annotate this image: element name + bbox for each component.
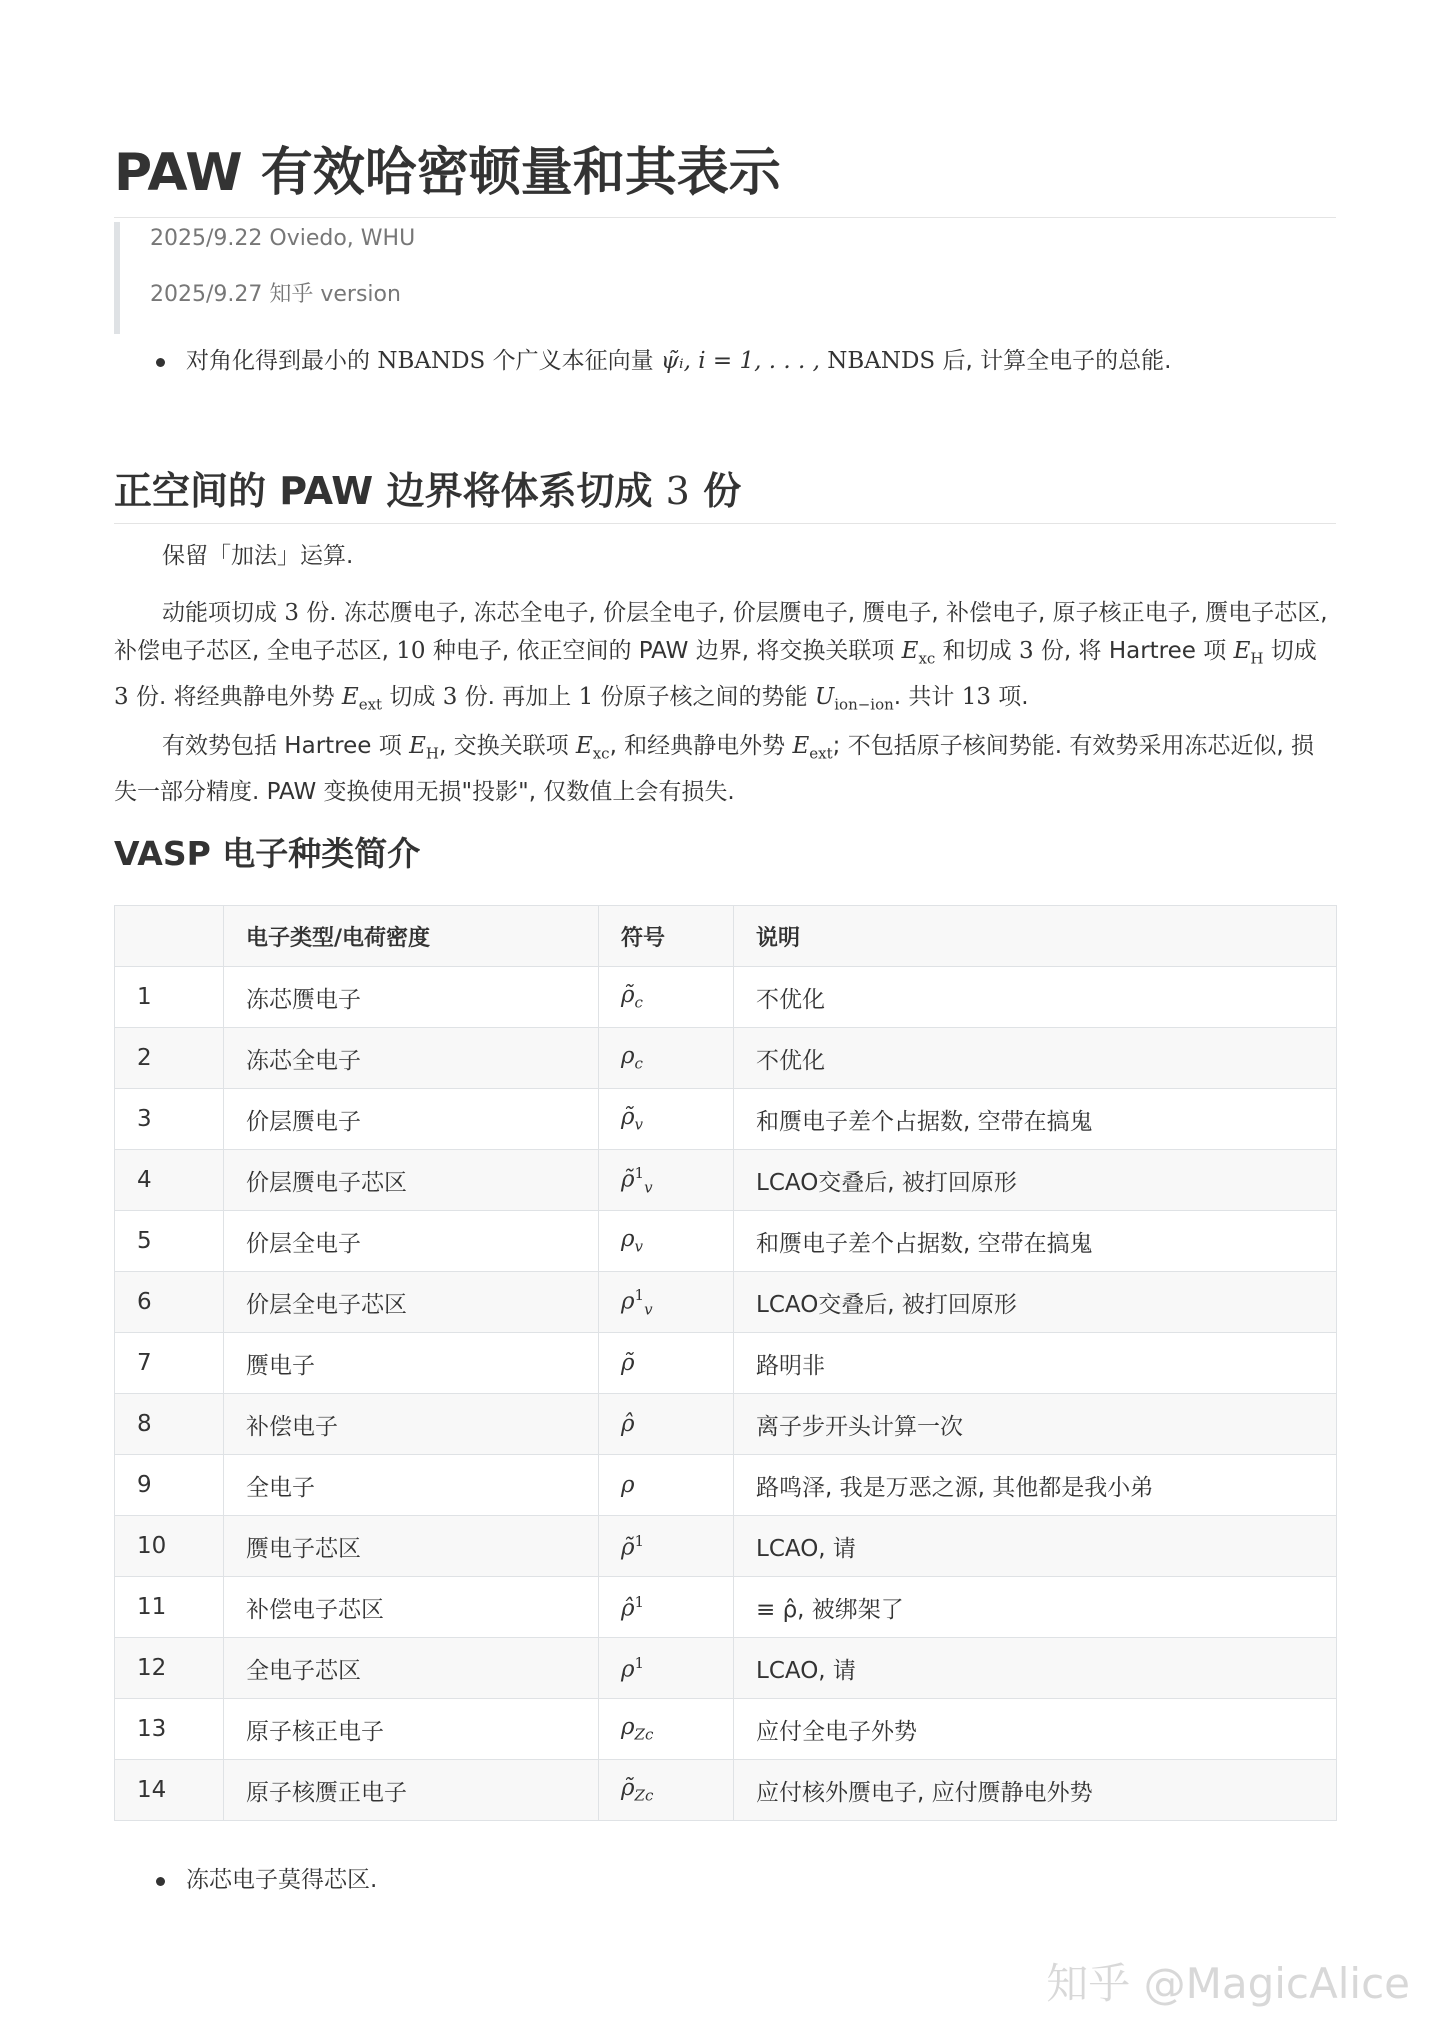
row-index: 11 (115, 1577, 224, 1638)
row-index: 2 (115, 1028, 224, 1089)
row-description: 不优化 (734, 1028, 1337, 1089)
paragraph-3: 有效势包括 Hartree 项 $E_H$, 交换关联项 $E_{xc}$, 和经典静电外势 $E_{ext}$; 不包括原子核间势能. 有效势采用冻芯近似, 损失一部分精度. PAW 变换使用无损"投影", 仅数值上会有损失. (114, 733, 1314, 805)
symbol-sup: 1 (634, 1163, 645, 1182)
row-type: 补偿电子芯区 (224, 1577, 599, 1638)
intro-list (114, 344, 1336, 378)
paragraph-2: 动能项切成 3 份. 冻芯赝电子, 冻芯全电子, 价层全电子, 价层赝电子, 赝电子, 补偿电子, 原子核正电子, 赝电子芯区, 补偿电子芯区, 全电子芯区, 10 种电子, 依正空间的 PAW 边界, 将交换关联项 $E_{xc}$ 和切成 3 份, 将 Hartree 项 $E_H$ 切成 3 份. 将经典静电外势 $E_{ext}$ 切成 3 份. 再加上 1 份原子核之间的势能 $U_{ion-ion}$. 共计 13 项. (114, 600, 1328, 714)
symbol-sub: v (634, 1237, 644, 1256)
table-row (115, 1089, 1337, 1150)
electron-types-table (114, 905, 1337, 1821)
intro-nbands-2: NBANDS (827, 348, 936, 374)
row-symbol (599, 1455, 734, 1516)
row-symbol (599, 1577, 734, 1638)
table-row (115, 1028, 1337, 1089)
symbol-base: ρ̃ (621, 1166, 635, 1193)
row-description: 路鸣泽, 我是万恶之源, 其他都是我小弟 (734, 1455, 1337, 1516)
symbol-base: ρ̃ (621, 982, 635, 1009)
row-description: 离子步开头计算一次 (734, 1394, 1337, 1455)
table-row (115, 1150, 1337, 1211)
row-type: 全电子芯区 (224, 1638, 599, 1699)
symbol-sup: 1 (634, 1592, 645, 1611)
intro-text-mid: 个广义本征向量 (485, 348, 661, 374)
table-row (115, 1333, 1337, 1394)
row-index: 7 (115, 1333, 224, 1394)
table-body (115, 967, 1337, 1821)
row-description: 应付全电子外势 (734, 1699, 1337, 1760)
row-type: 赝电子芯区 (224, 1516, 599, 1577)
symbol-base: ρ̃ (621, 1775, 635, 1802)
row-description: 和赝电子差个占据数, 空带在搞鬼 (734, 1211, 1337, 1272)
row-symbol (599, 967, 734, 1028)
row-type: 价层全电子芯区 (224, 1272, 599, 1333)
row-type: 原子核赝正电子 (224, 1760, 599, 1821)
row-type: 补偿电子 (224, 1394, 599, 1455)
section-heading (114, 460, 1336, 524)
row-symbol (599, 1333, 734, 1394)
table-row (115, 967, 1337, 1028)
row-description: ≡ ρ̂, 被绑架了 (734, 1577, 1337, 1638)
row-type: 冻芯赝电子 (224, 967, 599, 1028)
watermark: 知乎 @MagicAlice (1046, 1959, 1410, 2008)
row-type: 价层赝电子芯区 (224, 1150, 599, 1211)
row-index: 1 (115, 967, 224, 1028)
table-row (115, 1455, 1337, 1516)
symbol-base: ρ̂ (621, 1595, 635, 1622)
row-type: 赝电子 (224, 1333, 599, 1394)
meta-date-line: 2025/9.22 Oviedo, WHU (150, 226, 416, 251)
row-type: 价层赝电子 (224, 1089, 599, 1150)
meta-version-line: 2025/9.27 知乎 version (150, 282, 401, 307)
header-type: 电子类型/电荷密度 (224, 906, 599, 967)
row-index: 6 (115, 1272, 224, 1333)
row-index: 9 (115, 1455, 224, 1516)
symbol-sub: v (644, 1178, 653, 1197)
symbol-sup: 1 (634, 1285, 645, 1304)
symbol-base: ρ (621, 1472, 635, 1498)
row-description: 路明非 (734, 1333, 1337, 1394)
row-description: 不优化 (734, 967, 1337, 1028)
row-symbol (599, 1150, 734, 1211)
section-title-num: 3 (665, 469, 690, 513)
symbol-sub: v (644, 1300, 653, 1319)
row-symbol (599, 1638, 734, 1699)
intro-math: ψ̃ᵢ, i = 1, . . . , (660, 348, 828, 374)
row-symbol (599, 1394, 734, 1455)
symbol-sup: 1 (634, 1531, 645, 1550)
symbol-sub: c (634, 1054, 643, 1073)
page-title: PAW 有效哈密顿量和其表示 (114, 130, 1336, 218)
symbol-base: ρ (621, 1226, 635, 1253)
row-symbol (599, 1089, 734, 1150)
row-index: 14 (115, 1760, 224, 1821)
symbol-sub: c (634, 993, 643, 1012)
symbol-base: ρ (621, 1656, 635, 1683)
footer-list-item: 冻芯电子莫得芯区. (114, 1863, 1336, 1897)
table-row (115, 1699, 1337, 1760)
row-description: 和赝电子差个占据数, 空带在搞鬼 (734, 1089, 1337, 1150)
row-symbol (599, 1516, 734, 1577)
header-index (115, 906, 224, 967)
header-description: 说明 (734, 906, 1337, 967)
table-row (115, 1211, 1337, 1272)
row-symbol (599, 1760, 734, 1821)
table-header-row (115, 906, 1337, 967)
row-description: LCAO交叠后, 被打回原形 (734, 1272, 1337, 1333)
footer-list (114, 1863, 1336, 1897)
intro-list-item (114, 344, 1336, 378)
symbol-base: ρ̃ (621, 1104, 635, 1131)
row-symbol (599, 1272, 734, 1333)
table-row (115, 1516, 1337, 1577)
row-description: 应付核外赝电子, 应付赝静电外势 (734, 1760, 1337, 1821)
section-title-pre: 正空间的 PAW 边界将体系切成 (114, 469, 666, 513)
row-type: 价层全电子 (224, 1211, 599, 1272)
row-description: LCAO, 请 (734, 1638, 1337, 1699)
symbol-base: ρ̂ (621, 1411, 635, 1437)
row-type: 原子核正电子 (224, 1699, 599, 1760)
symbol-base: ρ (621, 1288, 635, 1315)
row-index: 13 (115, 1699, 224, 1760)
row-index: 10 (115, 1516, 224, 1577)
meta-blockquote (114, 222, 1350, 334)
intro-text-post: 后, 计算全电子的总能. (935, 348, 1172, 374)
row-description: LCAO, 请 (734, 1516, 1337, 1577)
row-description: LCAO交叠后, 被打回原形 (734, 1150, 1337, 1211)
row-index: 8 (115, 1394, 224, 1455)
symbol-sup: 1 (634, 1653, 645, 1672)
table-row (115, 1394, 1337, 1455)
row-symbol (599, 1211, 734, 1272)
intro-text-pre: 对角化得到最小的 (186, 348, 378, 374)
row-type: 全电子 (224, 1455, 599, 1516)
table-row (115, 1638, 1337, 1699)
row-index: 5 (115, 1211, 224, 1272)
row-index: 12 (115, 1638, 224, 1699)
row-index: 4 (115, 1150, 224, 1211)
header-symbol: 符号 (599, 906, 734, 967)
row-type: 冻芯全电子 (224, 1028, 599, 1089)
table-row (115, 1272, 1337, 1333)
row-symbol (599, 1699, 734, 1760)
row-index: 3 (115, 1089, 224, 1150)
symbol-base: ρ̃ (621, 1534, 635, 1561)
section-title-post: 份 (689, 469, 742, 513)
table-row (115, 1760, 1337, 1821)
table-row (115, 1577, 1337, 1638)
symbol-sub: Zc (634, 1725, 654, 1744)
symbol-sub: Zc (634, 1786, 654, 1805)
paragraph-1: 保留「加法」运算. (162, 543, 354, 569)
symbol-sub: v (634, 1115, 644, 1134)
symbol-base: ρ (621, 1714, 635, 1741)
subsection-heading: VASP 电子种类简介 (114, 834, 421, 873)
symbol-base: ρ̃ (621, 1350, 635, 1376)
symbol-base: ρ (621, 1043, 635, 1070)
intro-nbands: NBANDS (377, 348, 486, 374)
row-symbol (599, 1028, 734, 1089)
